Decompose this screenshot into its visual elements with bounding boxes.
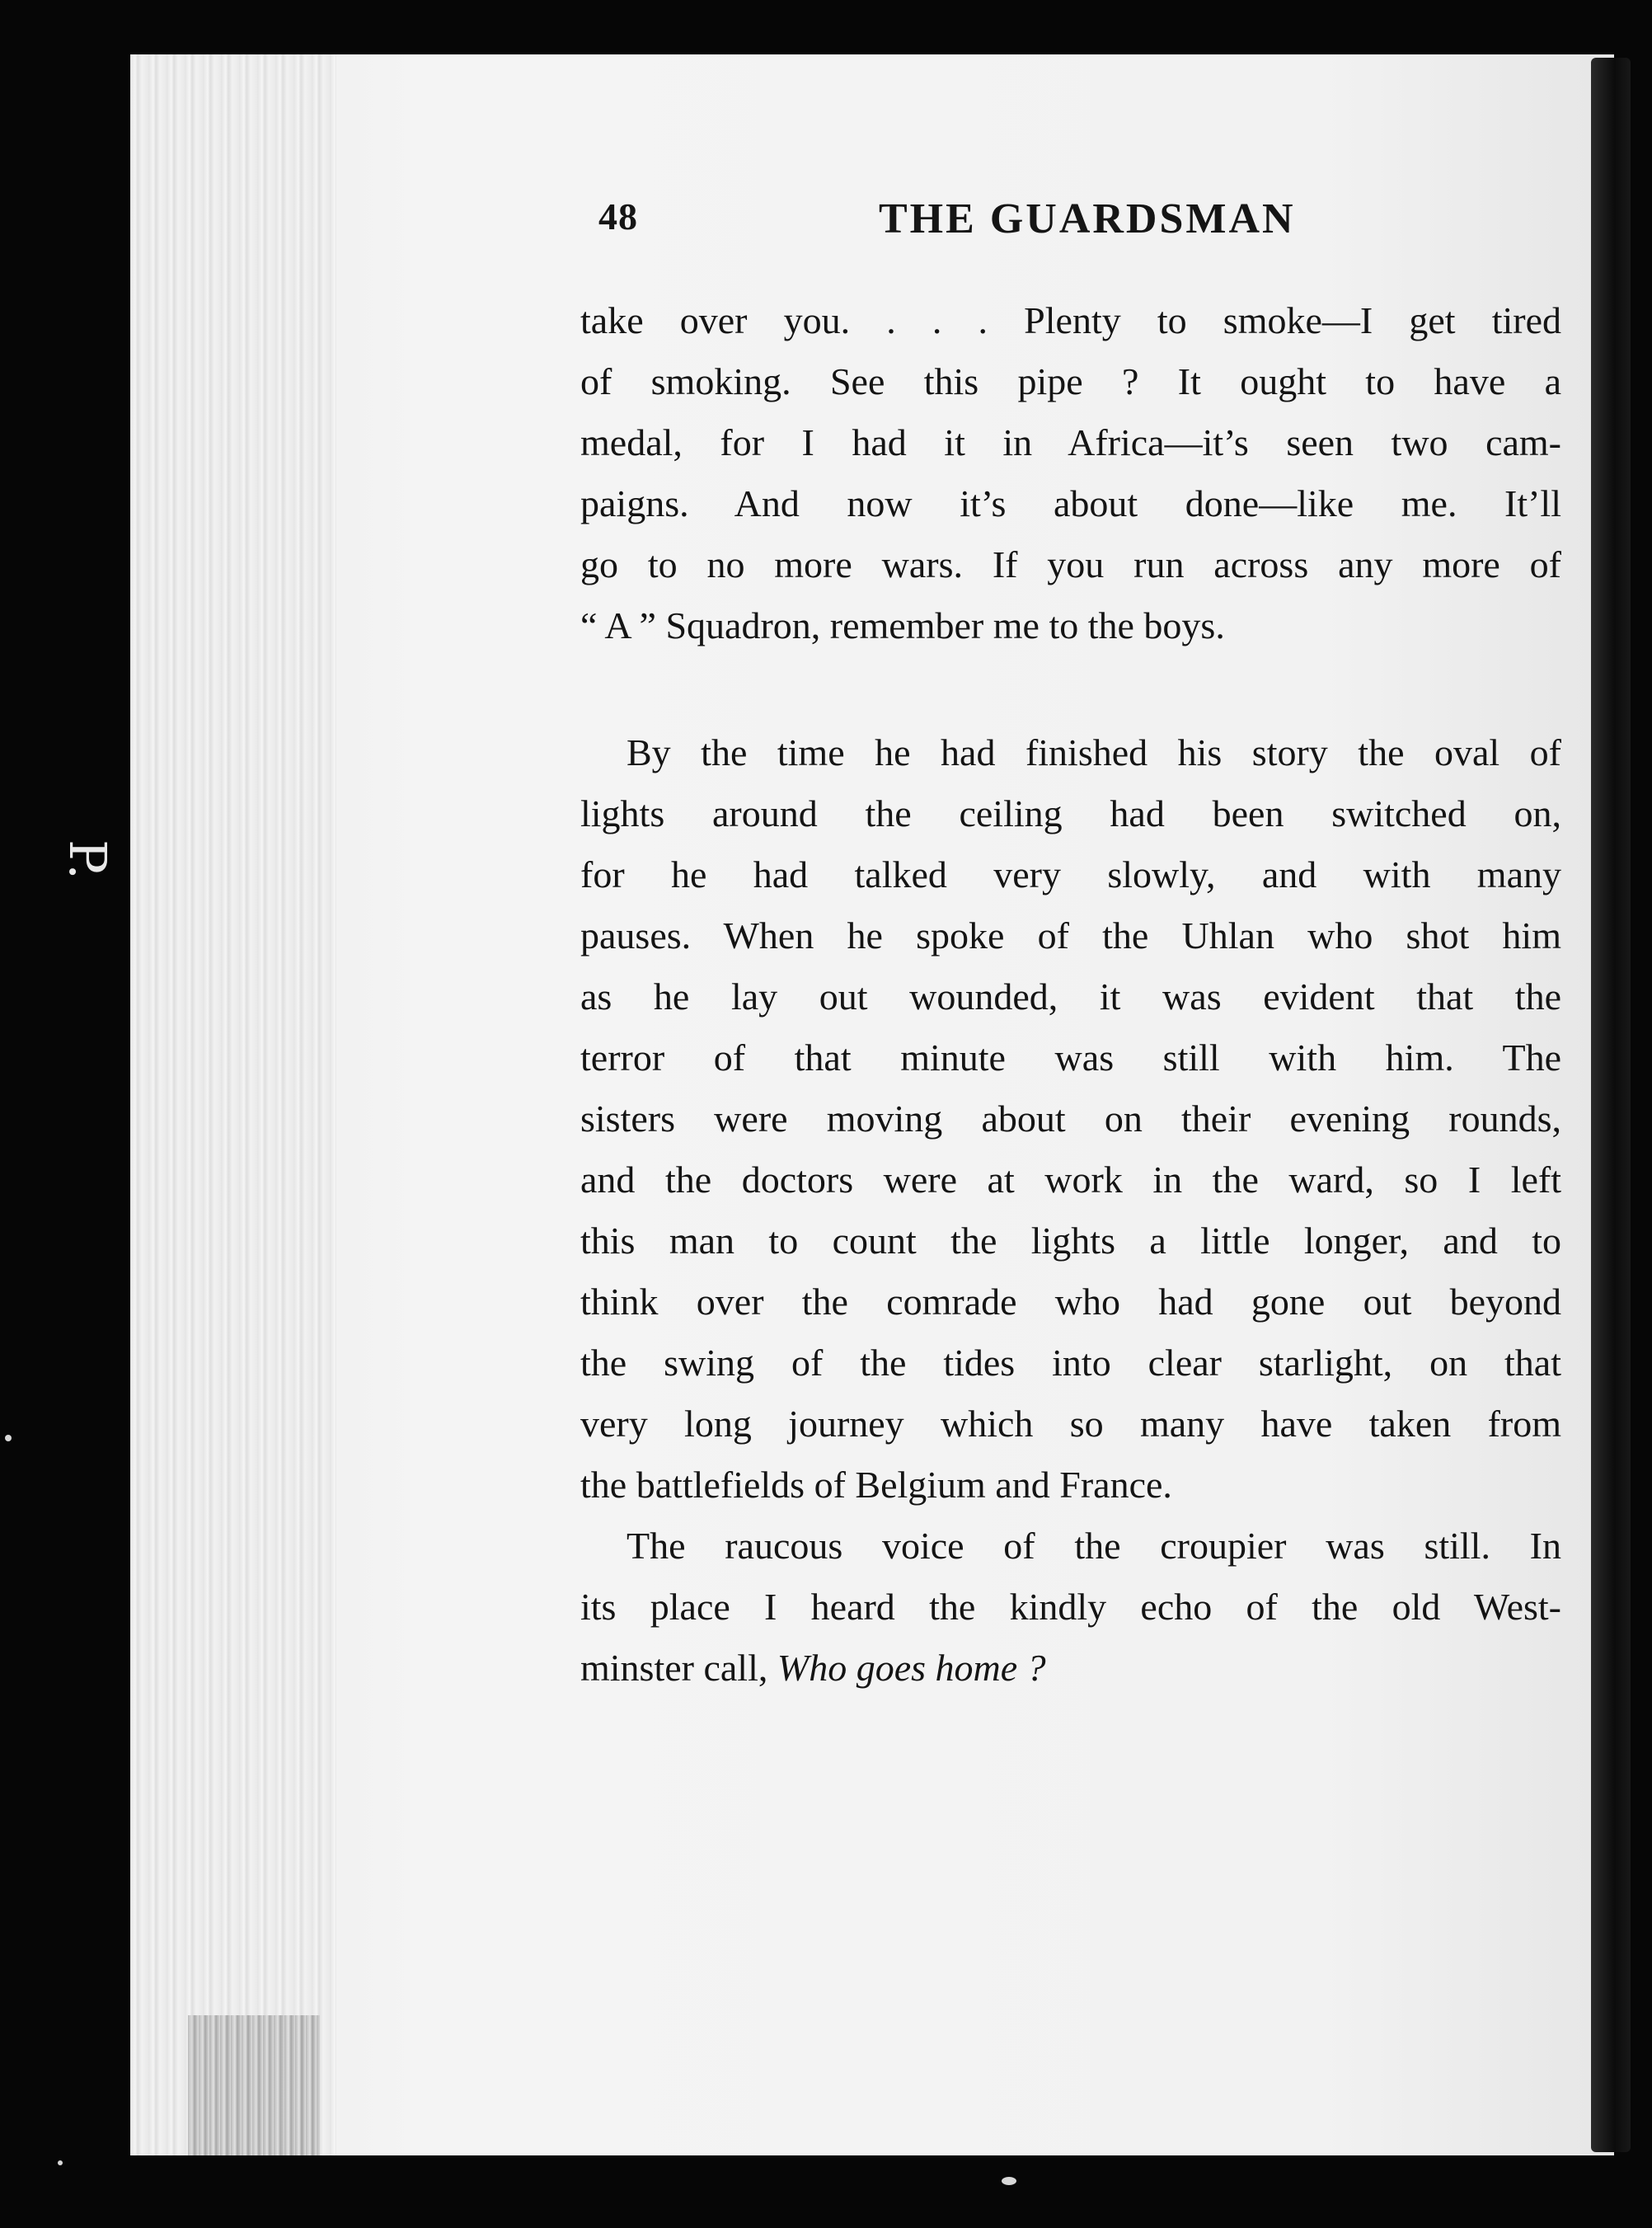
text-line: sisters were moving about on their evening rounds, [580,1098,1561,1140]
page-edges [130,54,336,2155]
text-line: as he lay out wounded, it was evident that the [580,975,1561,1018]
margin-annotation: P. [57,839,118,880]
text-line: medal, for I had it in Africa—it’s seen two cam- [580,421,1561,463]
page-header [598,195,1563,261]
body-text [580,290,1561,1699]
text-line: By the time he had finished his story the oval of [627,731,1561,773]
text-fragment: minster call, [580,1647,768,1689]
italic-phrase: Who goes home ? [777,1647,1046,1689]
text-line: paigns. And now it’s about done—like me. It’ll [580,482,1561,524]
paragraph-2 [580,722,1561,1516]
paragraph-3 [580,1516,1561,1699]
book-binding [1591,58,1631,2152]
page-edges-shadow [188,2015,320,2155]
text-line: its place I heard the kindly echo of the old West- [580,1586,1561,1628]
text-line: of smoking. See this pipe ? It ought to have a [580,360,1561,402]
text-line: the swing of the tides into clear starlight, on that [580,1342,1561,1384]
scan-speck [5,1435,12,1441]
text-line: and the doctors were at work in the ward, so I left [580,1159,1561,1201]
page-number: 48 [598,195,638,237]
text-line: very long journey which so many have taken from [580,1403,1561,1445]
text-line: the battlefields of Belgium and France. [580,1464,1172,1506]
text-line: take over you. . . . Plenty to smoke—I get tired [580,299,1561,341]
paragraph-1 [580,290,1561,656]
text-line: pauses. When he spoke of the Uhlan who shot him [580,914,1561,957]
text-line: this man to count the lights a little longer, and to [580,1220,1561,1262]
text-line: terror of that minute was still with him. The [580,1036,1561,1079]
text-line: go to no more wars. If you run across any more of [580,543,1561,585]
text-line-final [580,1638,1561,1699]
text-line: think over the comrade who had gone out beyond [580,1281,1561,1323]
text-line: lights around the ceiling had been switched on, [580,792,1561,834]
text-line: The raucous voice of the croupier was still. In [627,1525,1561,1567]
text-line: for he had talked very slowly, and with many [580,853,1561,895]
scan-speck [58,2160,63,2165]
running-title: THE GUARDSMAN [879,195,1296,242]
scan-speck [1002,2177,1016,2185]
text-line: “ A ” Squadron, remember me to the boys. [580,604,1225,646]
paragraph-gap [580,656,1561,722]
